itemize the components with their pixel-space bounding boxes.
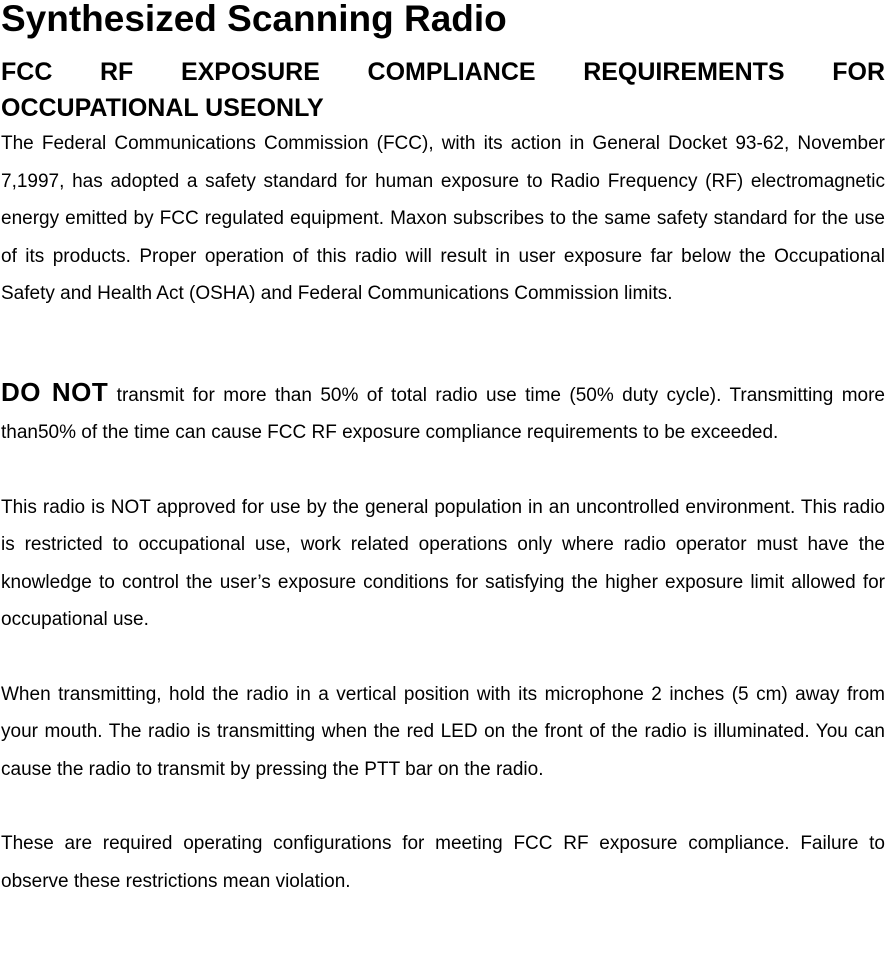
intro-paragraph: The Federal Communications Commission (FCC), with its action in General Docket 93-62, November 7,1997, has adopted a safety standard for human exposure to Radio Frequency (RF) electromagnetic energy emitted by FCC regulated equipment. Maxon subscribes to the same safety standard for the use of its products. Proper operation of this radio will result in user exposure far below the Occupational Safety and Health Act (OSHA) and Federal Communications Commission limits.: [1, 133, 885, 304]
section-heading: FCC RF EXPOSURE COMPLIANCE REQUIREMENTS FOR OCCUPATIONAL USEONLY: [1, 58, 885, 122]
configuration-paragraph: These are required operating configurations for meeting FCC RF exposure compliance. Failure to observe these restrictions mean violation.: [1, 833, 885, 892]
warning-paragraph: [1, 374, 885, 452]
document-title: Synthesized Scanning Radio: [1, 0, 507, 39]
document-page: [1, 0, 885, 900]
transmit-paragraph: When transmitting, hold the radio in a vertical position with its microphone 2 inches (5 cm) away from your mouth. The radio is transmitting when the red LED on the front of the radio is illuminated. You can cause the radio to transmit by pressing the PTT bar on the radio.: [1, 683, 885, 780]
warning-text: transmit for more than 50% of total radio use time (50% duty cycle). Transmitting more than50% of the time can cause FCC RF exposure compliance requirements to be exceeded.: [1, 384, 885, 443]
approval-paragraph: This radio is NOT approved for use by the general population in an uncontrolled environment. This radio is restricted to occupational use, work related operations only where radio operator must have the knowledge to control the user’s exposure conditions for satisfying the higher exposure limit allowed for occupational use.: [1, 496, 885, 630]
warning-lead: DO NOT: [1, 376, 109, 407]
